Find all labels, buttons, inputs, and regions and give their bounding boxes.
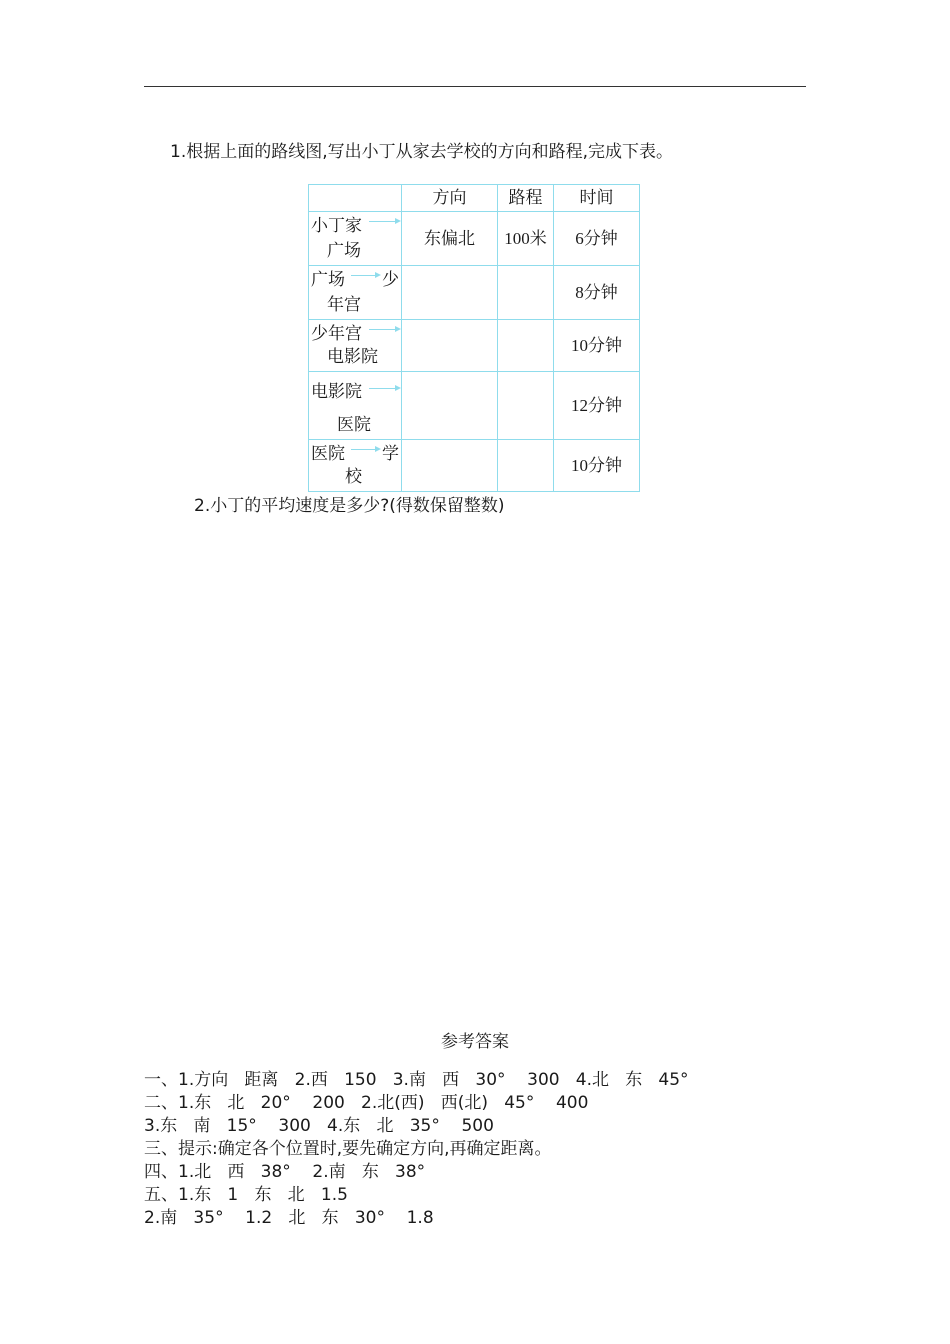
header-direction: 方向 [402,185,498,212]
segment-to: 医院 [337,415,371,435]
segment-cell [309,320,402,372]
distance-cell[interactable] [498,372,554,440]
direction-cell[interactable] [402,320,498,372]
distance-cell[interactable] [498,320,554,372]
header-corner [309,185,402,212]
direction-cell[interactable] [402,372,498,440]
time-cell: 10分钟 [554,320,640,372]
header-time: 时间 [554,185,640,212]
arrow-icon [351,449,379,450]
answer-line: 2.南 35° 1.2 北 东 30° 1.8 [144,1208,434,1228]
arrow-icon [369,388,399,389]
segment-to: 年宫 [327,295,361,315]
table-row [309,212,640,266]
segment-to: 校 [345,467,362,487]
time-cell: 6分钟 [554,212,640,266]
direction-cell[interactable] [402,266,498,320]
distance-cell[interactable] [498,266,554,320]
arrow-icon [351,275,379,276]
answers-title: 参考答案 [441,1032,509,1052]
table-row [309,266,640,320]
direction-cell[interactable]: 东偏北 [402,212,498,266]
question-1: 1.根据上面的路线图,写出小丁从家去学校的方向和路程,完成下表。 [170,142,674,162]
segment-cell [309,440,402,492]
answer-line: 二、1.东 北 20° 200 2.北(西) 西(北) 45° 400 [144,1093,589,1113]
answer-line: 一、1.方向 距离 2.西 150 3.南 西 30° 300 4.北 东 45° [144,1070,689,1090]
segment-to-head: 学 [382,444,399,464]
segment-from: 电影院 [311,382,362,402]
segment-cell [309,212,402,266]
segment-cell [309,372,402,440]
table-row [309,372,640,440]
distance-cell[interactable]: 100米 [498,212,554,266]
segment-from: 医院 [311,444,345,464]
question-2: 2.小丁的平均速度是多少?(得数保留整数) [194,496,505,516]
table-row [309,440,640,492]
arrow-icon [369,221,399,222]
segment-from: 广场 [311,270,345,290]
segment-from: 小丁家 [311,216,362,236]
time-cell: 8分钟 [554,266,640,320]
arrow-icon [369,329,399,330]
segment-from: 少年宫 [311,324,362,344]
header-distance: 路程 [498,185,554,212]
answer-line: 三、提示:确定各个位置时,要先确定方向,再确定距离。 [144,1139,552,1159]
answer-line: 3.东 南 15° 300 4.东 北 35° 500 [144,1116,494,1136]
direction-cell[interactable] [402,440,498,492]
route-table [308,184,640,492]
answer-line: 五、1.东 1 东 北 1.5 [144,1185,348,1205]
table-row [309,320,640,372]
top-rule [144,86,806,87]
segment-to: 广场 [327,241,361,261]
time-cell: 12分钟 [554,372,640,440]
segment-to-head: 少 [382,270,399,290]
answer-line: 四、1.北 西 38° 2.南 东 38° [144,1162,426,1182]
distance-cell[interactable] [498,440,554,492]
segment-cell [309,266,402,320]
table-header-row [309,185,640,212]
segment-to: 电影院 [327,347,378,367]
time-cell: 10分钟 [554,440,640,492]
